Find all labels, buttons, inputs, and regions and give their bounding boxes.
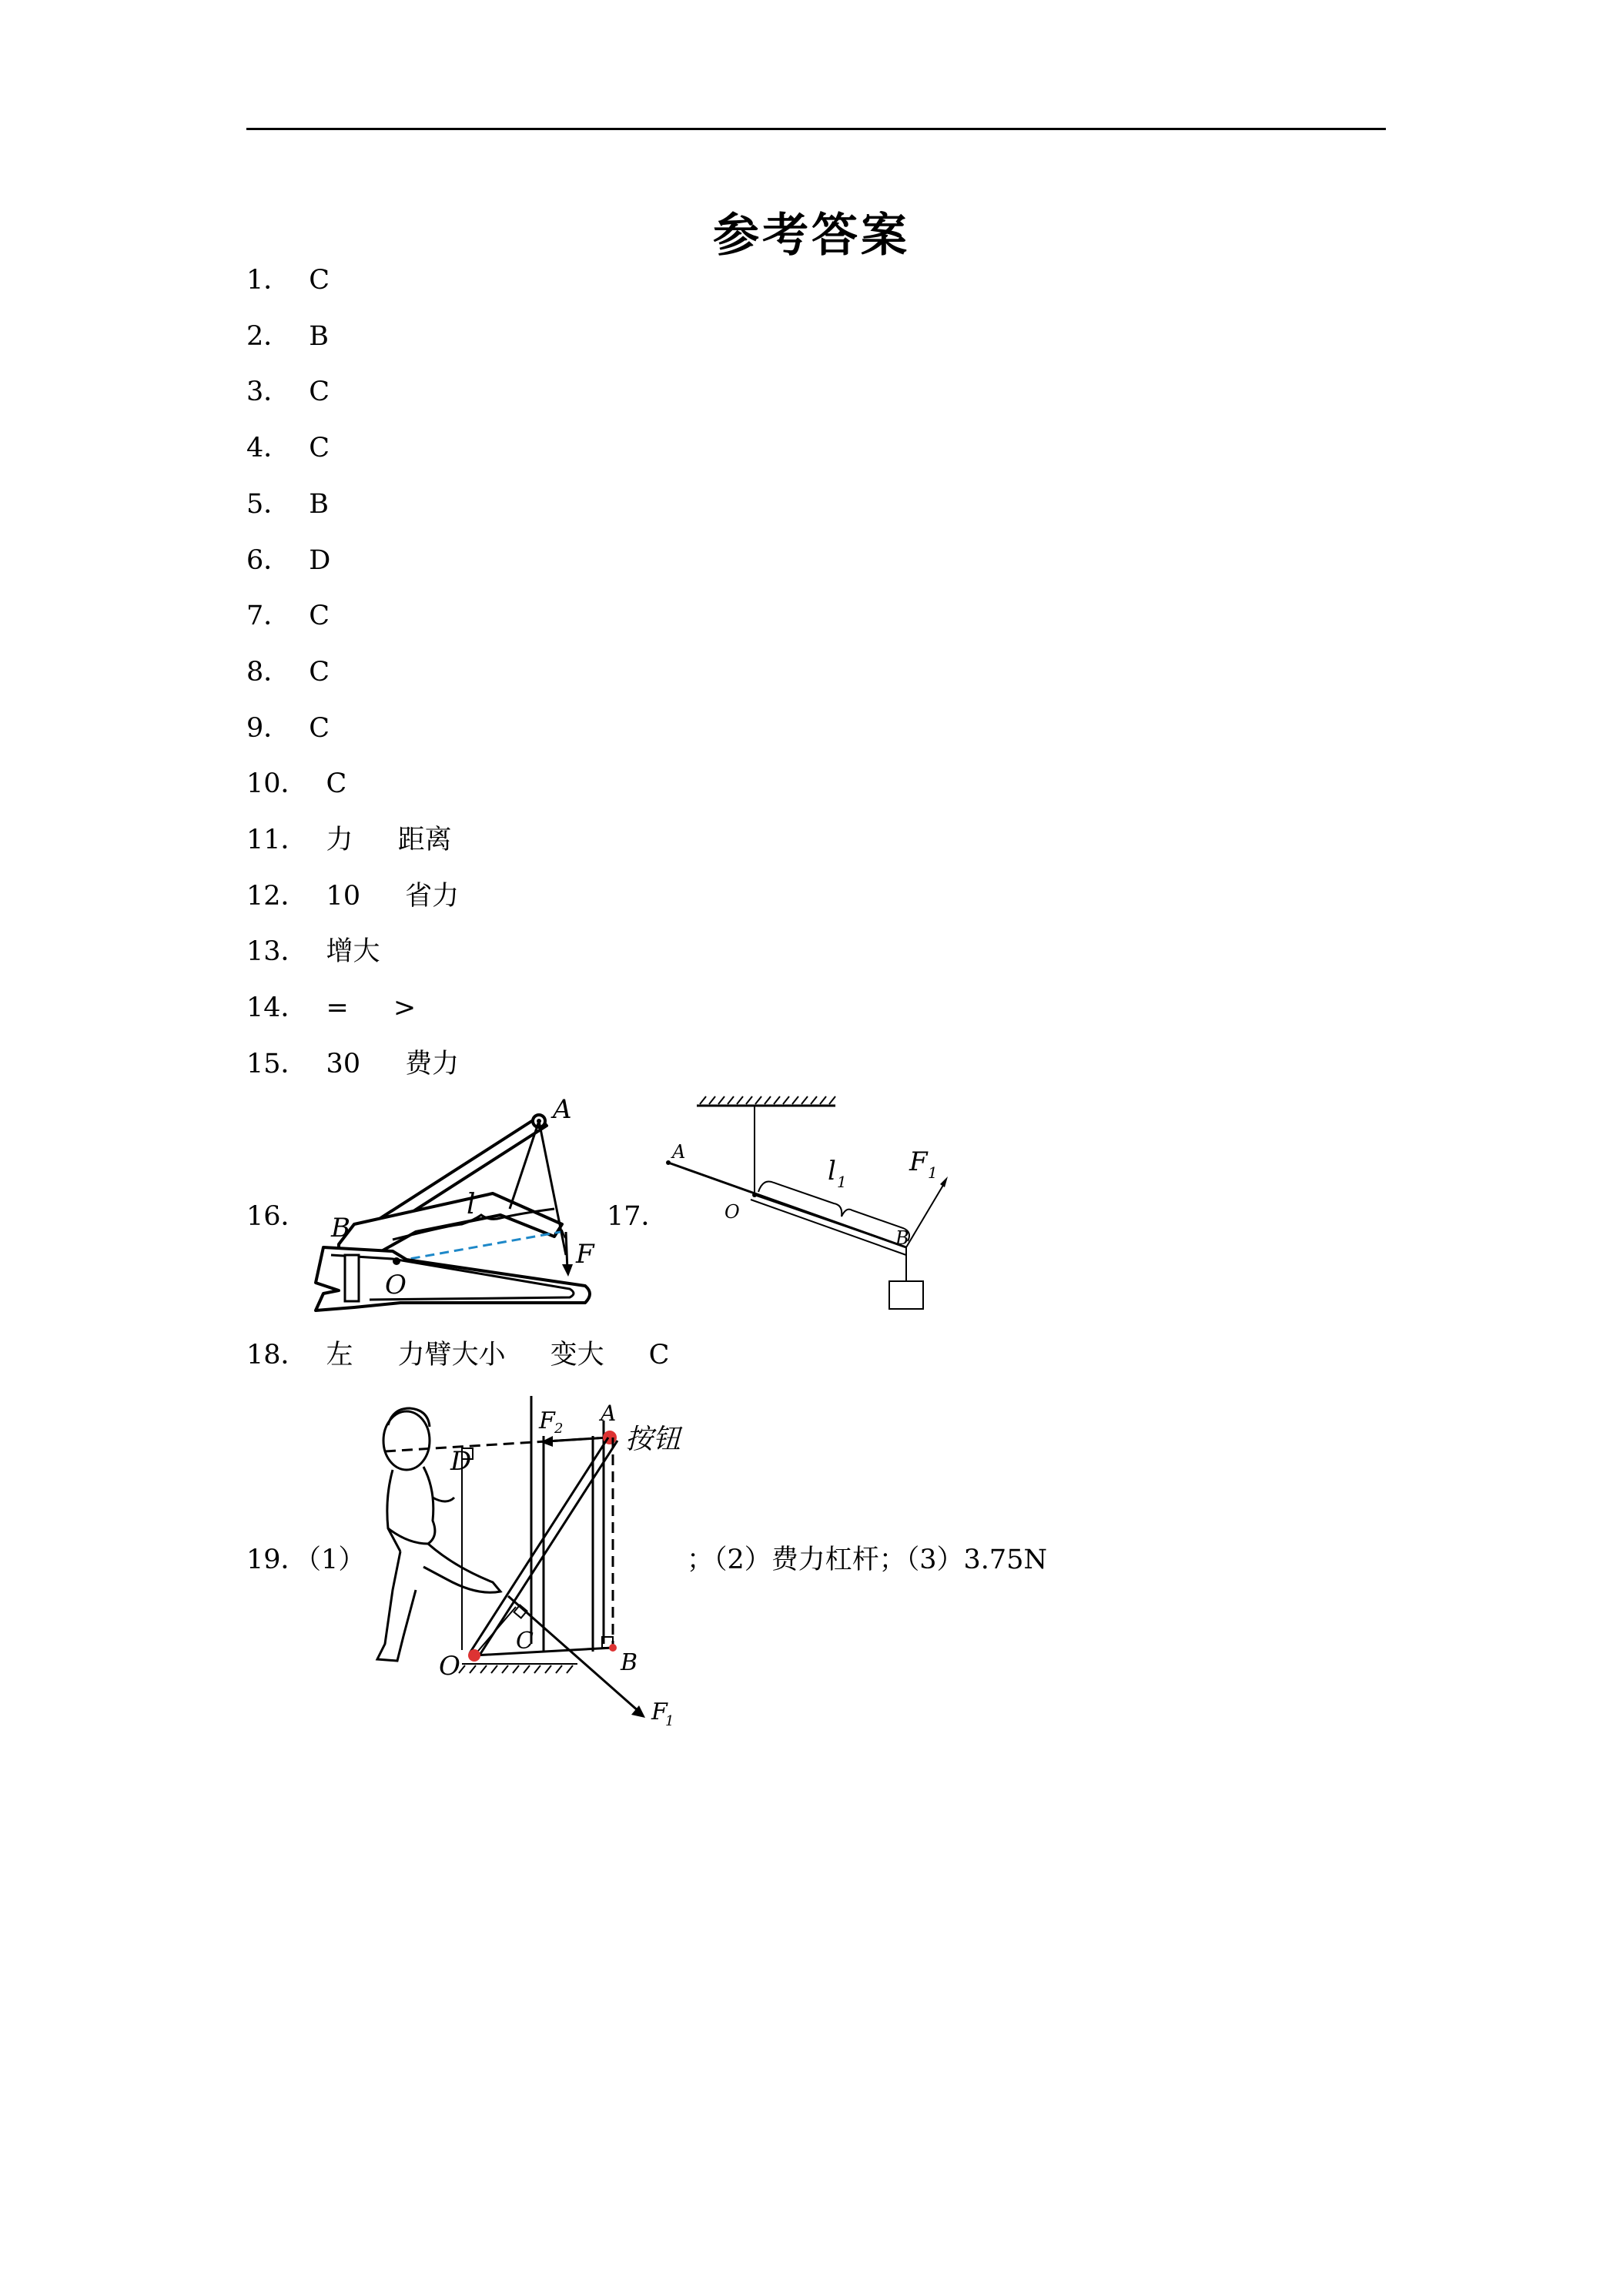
q16-label-l: l [467,1189,476,1220]
answer-value: 力 [326,825,353,855]
answer-number: 14． [246,992,308,1023]
q16-label-f: F [576,1239,594,1270]
answer-value: = [326,992,349,1023]
answer-row [246,601,330,631]
q18-answer [246,1340,669,1371]
answer-number: 3． [246,377,291,407]
q17-label-f: F [909,1146,928,1177]
q16-number: 16． [246,1201,308,1232]
q18-part-2: 力臂大小 [397,1340,506,1371]
q17-label-b: B [895,1227,909,1249]
answer-row [246,489,329,520]
answer-value: 省力 [405,881,460,912]
answer-number: 10． [246,768,308,799]
q16-label-o: O [385,1270,407,1300]
q17-label-o: O [724,1201,740,1223]
answer-value: C [309,601,330,631]
answer-value: C [309,713,330,744]
answer-value: C [309,433,330,464]
q19-part1-label: （1） [307,1545,366,1575]
answer-row [246,825,452,855]
q19-label-f2-sub: 2 [554,1421,564,1437]
answer-value: C [326,768,347,799]
q19-label-c: C [516,1628,534,1655]
answer-value: 费力 [405,1049,460,1079]
q18-part-3: 变大 [550,1340,604,1371]
page-title: 参考答案 [713,209,910,263]
answer-number: 15． [246,1049,308,1079]
q19-label-a: A [601,1401,617,1426]
q19-label-o: O [439,1651,460,1682]
q19-label-f1-sub: 1 [665,1713,674,1729]
answer-number: 12． [246,881,308,912]
answer-number: 7． [246,601,291,631]
answer-value: B [309,489,330,520]
answer-number: 1． [246,265,291,296]
answer-row [246,433,330,464]
q19-button-lever-diagram [362,1390,701,1729]
q17-label-a: A [672,1141,686,1163]
answer-number: 9． [246,713,291,744]
answer-row [246,881,459,912]
q19-force-f2-arrow [547,1438,608,1441]
q19-pivot-o [468,1649,480,1662]
answer-value: 增大 [326,936,380,967]
q16-label-a: A [553,1094,572,1125]
q19-rest: ；（2）费力杠杆；（3）3.75N [687,1545,1048,1575]
q16-nail-clipper-diagram [308,1094,601,1324]
q19-number-part1 [246,1545,365,1575]
q18-number: 18． [246,1340,308,1371]
answer-number: 6． [246,545,291,576]
q19-label-f1: F [651,1699,668,1725]
q18-part-4: C [648,1340,670,1371]
q17-number: 17． [607,1201,668,1232]
answer-value: C [309,657,330,688]
q19-lever-rod [470,1438,608,1653]
answer-number: 4． [246,433,291,464]
q19-label-f2: F [539,1407,555,1434]
answer-value: 距离 [397,825,452,855]
header-rule [246,128,1386,130]
answer-row [246,992,416,1023]
answer-value: 10 [326,881,361,912]
q17-lever-diagram [658,1093,966,1324]
q19-person-figure [377,1408,500,1661]
q17-force-f1-arrow [906,1183,945,1247]
q19-label-b: B [621,1649,638,1676]
answer-value: C [309,265,330,296]
q16-point-o [393,1257,400,1265]
answer-row [246,657,330,688]
answer-row [246,377,330,407]
q16-label-b: B [331,1213,350,1243]
q17-label-l-sub: 1 [837,1173,847,1191]
answer-row [246,321,329,352]
answer-row [246,936,380,967]
q19-label-button: 按钮 [625,1424,681,1455]
answer-value: C [309,377,330,407]
answer-value: B [309,321,330,352]
answer-number: 5． [246,489,291,520]
answer-value: 30 [326,1049,361,1079]
answer-value: D [309,545,331,576]
answer-number: 11． [246,825,308,855]
answer-row [246,545,330,576]
q19-number: 19． [246,1545,308,1575]
answer-number: 13． [246,936,308,967]
q17-label-l: l [828,1156,836,1186]
answer-number: 8． [246,657,291,688]
q16-lever-arm-line [397,1232,561,1261]
answer-row [246,713,330,744]
answer-row [246,768,346,799]
q19-label-d: D [450,1446,472,1477]
q17-label-f-sub: 1 [928,1163,938,1182]
q18-part-1: 左 [326,1340,353,1371]
answer-number: 2． [246,321,291,352]
answer-row [246,1049,459,1079]
answer-row [246,265,330,296]
q17-weight-block [889,1281,923,1309]
answer-value: > [393,992,417,1023]
